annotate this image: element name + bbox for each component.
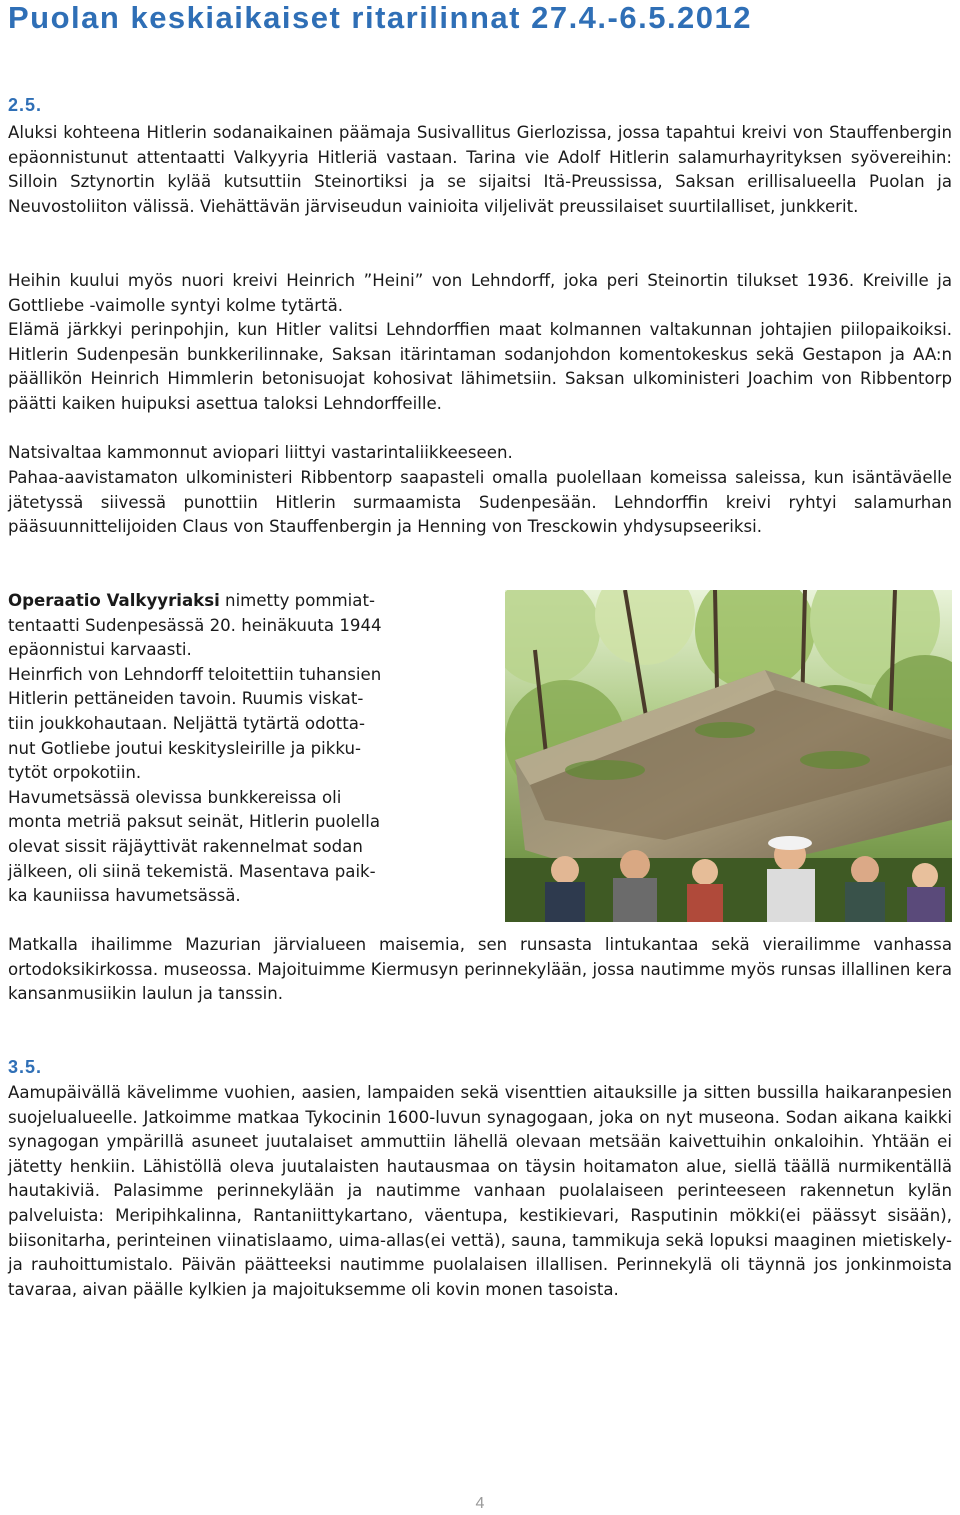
page-title: Puolan keskiaikaiset ritarilinnat 27.4.-6.5.2012 [8,0,753,35]
column-line: epäonnistui karvaasti. [8,640,192,660]
paragraph-mazuria: Matkalla ihailimme Mazurian järvialueen maisemia, sen runsasta lintukantaa sekä vierailimme vanhassa ortodoksikirkossa. museossa. Majoituimme Kiermusyn perinnekylään, jossa nautimme myös runsas illallinen kera kansanmusiikin laulun ja tanssin. [8,935,952,1004]
column-line: Hitlerin pettäneiden tavoin. Ruumis viskat- [8,689,364,709]
column-line: Heinrfich von Lehndorff teloitettiin tuhansien [8,664,382,684]
section-heading-3-5: 3.5. [8,1057,43,1077]
paragraph-tykocin: Aamupäivällä kävelimme vuohien, aasien, lampaiden sekä visenttien aitauksille ja sitten bussilla haikaranpesien suojelualueelle. Jatkoimme matkaa Tykocinin 1600-luvun synagogaan, joka on nyt museona. Sodan aikana kaikki synagogan ympärillä asuneet juutalaiset ammuttiin lähellä olevaan metsään kaivettuihin onkaloihin. Yhtään ei jätetty henkiin. Lähistöllä oleva juutalaisten hautausmaa on täysin hoitamaton alue, siellä täällä nurmikentällä hautakiviä. Palasimme perinnekylään ja nautimme vanhaan puolalaiseen perinteeseen rakennetun kylän palveluista: Meripihkalinna, Rantaniittykartano, väentupa, kestikievari, Rasputinin mökki(ei päässyt sisään), biisonitarha, perinteinen viinatislaamo, uima-allas(ei vettä), sauna, tammikuja sekä lopuksi maaginen mietiskely- ja rauhoittumistalo. Päivän päätteeksi nautimme puolalaisen illallisen. Perinnekylä oli täynnä jos jonkinmoista tavaraa, aivan päälle kylkien ja majoituksemme oli kovin monen tasoista. [8,1083,952,1299]
column-line: ka kauniissa havumetsässä. [8,886,241,906]
operation-valkyrie-term: Operaatio Valkyyriaksi [8,591,220,610]
column-line: jälkeen, oli siinä tekemistä. Masentava paik- [8,861,376,881]
bunker-photo [505,590,952,922]
paragraph-ribbentrop: Pahaa-aavistamaton ulkoministeri Ribbentorp saapasteli omalla puolellaan komeissa saleissa, kun isäntäväelle jätetyssä siivessä punottiin Hitlerin surmaamista Sudenpesään. Lehndorffin kreivi ryhtyi salamurhan pääsuunnittelijoiden Claus von Stauffenbergin ja Henning von Tresckowin yhdysupseeriksi. [8,468,952,537]
section-heading-2-5: 2.5. [8,95,43,115]
column-line: Havumetsässä olevissa bunkkereissa oli [8,787,342,807]
column-line: olevat sissit räjäyttivät rakennelmat sodan [8,836,363,856]
page-number: 4 [475,1495,485,1512]
column-text-valkyrie [8,589,492,909]
column-line: tentaatti Sudenpesässä 20. heinäkuuta 1944 [8,615,382,635]
bunker-photo-illustration [505,590,952,922]
column-line: monta metriä paksut seinät, Hitlerin puolella [8,812,381,832]
column-line: Operaatio Valkyyriaksi nimetty pommiat- [8,591,375,610]
paragraph-resistance: Natsivaltaa kammonnut aviopari liittyi vastarintaliikkeeseen. [8,443,513,462]
paragraph-lehndorff: Heihin kuului myös nuori kreivi Heinrich ”Heini” von Lehndorff, joka peri Steinortin tilukset 1936. Kreiville ja Gottliebe -vaimolle syntyi kolme tytärtä. [8,271,952,315]
column-line: nut Gotliebe joutui keskitysleirille ja pikku- [8,738,362,758]
column-line: tytöt orpokotiin. [8,763,142,783]
paragraph-susivallitus: Aluksi kohteena Hitlerin sodanaikainen päämaja Susivallitus Gierlozissa, jossa tapahtui kreivi von Stauffenbergin epäonnistunut attentaatti Valkyyria Hitleriä vastaan. Tarina vie Adolf Hitlerin salamurhayrityksen syövereihin: Silloin Sztynortin kylää kutsuttiin Steinortiksi ja se sijaitsi Itä-Preussissa, Saksan erillisalueella Puolan ja Neuvostoliiton välissä. Viehättävän järviseudun vainioita viljelivät preussilaiset suurtilalliset, junkkerit. [8,123,952,216]
paragraph-hitler-hideouts: Elämä järkkyi perinpohjin, kun Hitler valitsi Lehndorffien maat kolmannen valtakunnan johtajien piilopaikoiksi. Hitlerin Sudenpesän bunkkerilinnake, Saksan itärintaman sodanjohdon komentokeskus sekä Gestapon ja AA:n päällikön Heinrich Himmlerin betonisuojat kohosivat lähimetsiin. Saksan ulkoministeri Joachim von Ribbentorp päätti kaiken huipuksi asettua taloksi Lehndorffeille. [8,320,952,413]
column-line: tiin joukkohautaan. Neljättä tytärtä odotta- [8,713,365,733]
